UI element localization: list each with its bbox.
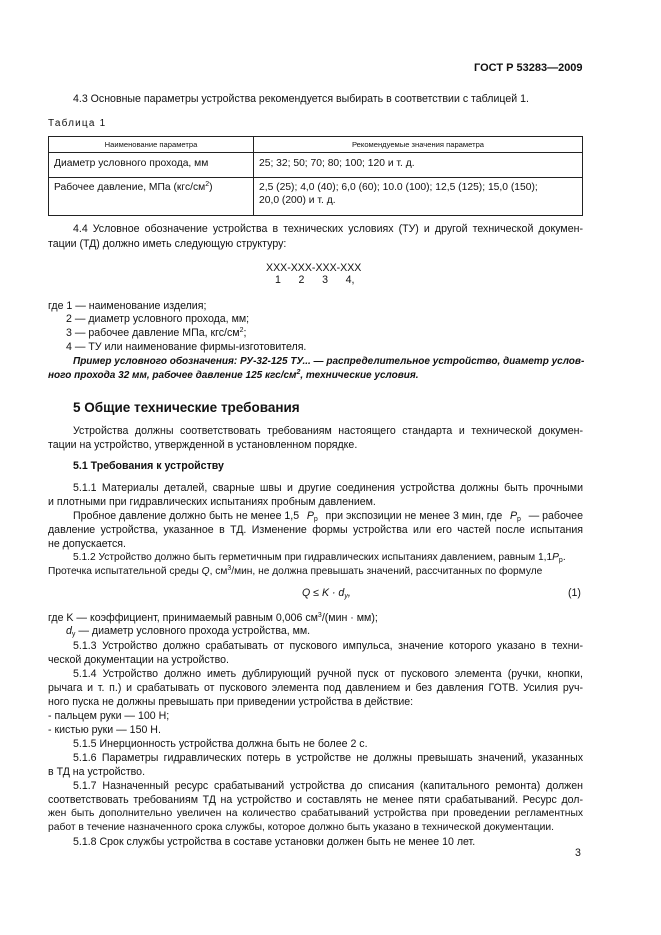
section-5-intro-line: тации на устройство, утвержденной в установленном порядке.	[48, 439, 358, 451]
table-cell-value-line: 20,0 (200) и т. д.	[259, 195, 336, 206]
subscript: р	[558, 557, 563, 564]
example-line	[48, 369, 583, 383]
text: при экспозиции не менее 3 мин, где	[325, 510, 503, 522]
superscript: 2	[205, 181, 210, 188]
paragraph-4-4-line: 4.4 Условное обозначение устройства в технических условиях (ТУ) и другой технической докумен-	[73, 223, 583, 235]
example-text: , технические условия.	[300, 370, 419, 381]
symbol: d	[66, 625, 72, 637]
formula-where-d	[66, 625, 310, 637]
legend-line: 2 — диаметр условного прохода, мм;	[66, 313, 250, 325]
table-header-cell: Наименование параметра	[49, 137, 254, 153]
cell-text: Рабочее давление, МПа (кгс/см	[54, 182, 206, 193]
legend-text: 3 — рабочее давление МПа, кгс/см	[66, 327, 240, 339]
paragraph-5-1-8: 5.1.8 Срок службы устройства в составе установки должен быть не менее 10 лет.	[73, 836, 476, 848]
formula-text: ,	[347, 587, 351, 599]
text: /(мин · мм);	[321, 612, 378, 624]
superscript: 2	[296, 369, 301, 376]
text: Пробное давление должно быть не менее 1,5	[73, 510, 300, 522]
structure-code: XXX-XXX-XXX-XXX	[266, 262, 362, 274]
formula-number: (1)	[568, 587, 581, 599]
paragraph-5-1-1-line: 5.1.1 Материалы деталей, сварные швы и другие соединения устройства должны быть прочными	[73, 482, 583, 494]
paragraph-5-1-6-line: в ТД на устройство.	[48, 766, 146, 778]
table-row	[49, 153, 583, 178]
text	[307, 509, 318, 523]
paragraph-5-1-3-line: ческой документации на устройство.	[48, 654, 229, 666]
paragraph-5-1-4-line: ного пуска не должны превышать при приведении устройства в действие:	[48, 696, 414, 708]
superscript: 3	[227, 565, 232, 572]
table-header-cell: Рекомендуемые значения параметра	[254, 137, 583, 153]
superscript: 3	[317, 612, 322, 619]
text: — диаметр условного прохода устройства, мм.	[75, 625, 311, 637]
paragraph-5-1-3-line: 5.1.3 Устройство должно срабатывать от пускового импульса, значение которого указано в техни-	[73, 640, 583, 652]
text: /мин, не должна превышать значений, рассчитанных по формуле	[231, 566, 543, 577]
symbol: Q	[201, 566, 210, 577]
structure-numbers: 1 2 3 4,	[275, 274, 355, 286]
parameters-table	[48, 136, 583, 216]
paragraph-5-1-5: 5.1.5 Инерционность устройства должна быть не более 2 с.	[73, 738, 368, 750]
text	[510, 509, 521, 523]
example-text: ного прохода 32 мм, рабочее давление 125 кгс/см	[48, 370, 297, 381]
paragraph-5-1-4-line: рычага и т. п.) и срабатывать от пускового элемента под давлением и без давления ГОТВ. Усилия руч-	[48, 682, 583, 694]
text: , см	[209, 566, 228, 577]
paragraph-5-1-1-line: и плотными при гидравлических испытаниях пробным давлением.	[48, 496, 376, 508]
standard-header: ГОСТ Р 53283—2009	[474, 62, 583, 74]
symbol: P	[552, 552, 559, 563]
subscript: у	[344, 593, 348, 600]
table-cell-value-line: 25; 32; 50; 70; 80; 100; 120 и т. д.	[259, 158, 415, 169]
paragraph-5-1-7-line: 5.1.7 Назначенный ресурс срабатываний устройства до списания (капитального ремонта) должен	[73, 780, 583, 792]
table-cell-value-line: 2,5 (25); 4,0 (40); 6,0 (60); 10.0 (100); 12,5 (125); 15,0 (150);	[259, 182, 538, 193]
subscript: р	[313, 516, 318, 523]
test-pressure-line: не допускается.	[48, 538, 126, 550]
paragraph-5-1-7-line: работ в течение назначенного срока службы, которое должно быть указано в технической документации.	[48, 822, 555, 833]
text: Протечка испытательной среды	[48, 566, 199, 577]
paragraph-5-1-4-line: 5.1.4 Устройство должно иметь дублирующий ручной пуск от пускового элемента (ручки, кнопки,	[73, 668, 583, 680]
example-line: Пример условного обозначения: РУ-32-125 ТУ... — распределительное устройство, диаметр услов-	[73, 356, 585, 367]
paragraph-5-1-6-line: 5.1.6 Параметры гидравлических потерь в устройстве не должны превышать значений, указанных	[73, 752, 583, 764]
paragraph-4-3: 4.3 Основные параметры устройства рекомендуется выбирать в соответствии с таблицей 1.	[73, 93, 529, 105]
subscript: у	[71, 631, 76, 638]
text: 5.1.2 Устройство должно быть герметичным при гидравлических испытаниях давлением, равным 1,1	[73, 552, 553, 563]
test-pressure-line: давление устройства, указанное в ТД. Изменение формы устройства или его частей после испытания	[48, 524, 583, 536]
text: .	[562, 552, 566, 563]
table-cell-value	[254, 178, 583, 216]
section-5-title: 5 Общие технические требования	[73, 400, 300, 415]
formula-where-k	[48, 611, 583, 625]
page-number: 3	[575, 847, 581, 859]
subscript: р	[517, 516, 521, 523]
paragraph-5-1-7-line: соответствовать требованиям ТД на устройство и составлять не менее пяти срабатываний. Ресурс дол-	[48, 794, 583, 806]
cell-text: )	[209, 182, 213, 193]
legend-text: ;	[243, 327, 247, 339]
table-header-row	[49, 137, 583, 153]
formula	[302, 587, 351, 599]
subsection-5-1-title: 5.1 Требования к устройству	[73, 460, 224, 472]
table-cell-name: Диаметр условного прохода, мм	[49, 153, 254, 178]
paragraph-5-1-2-line	[73, 551, 583, 565]
bullet-item: - кистью руки — 150 Н.	[48, 724, 161, 736]
paragraph-5-1-2-line	[48, 565, 583, 579]
paragraph-4-4-line: тации (ТД) должно иметь следующую структуру:	[48, 238, 287, 250]
legend-line: 4 — ТУ или наименование фирмы-изготовителя.	[66, 341, 307, 353]
symbol: P	[306, 510, 314, 522]
legend-line	[66, 327, 246, 339]
superscript: 2	[239, 327, 244, 334]
legend-line: где 1 — наименование изделия;	[48, 300, 207, 312]
paragraph-5-1-7-line: жен быть дополнительно увеличен на количество срабатываний устройства при проведении регламентных	[48, 808, 583, 819]
table-caption: Таблица 1	[48, 118, 107, 129]
section-5-intro-line: Устройства должны соответствовать требованиям настоящего стандарта и технической докумен-	[73, 425, 583, 437]
table-cell-name	[49, 178, 254, 216]
symbol: P	[509, 510, 518, 522]
test-pressure-line	[73, 509, 583, 523]
formula-text: Q ≤ K · d	[302, 587, 345, 599]
table-cell-value	[254, 153, 583, 178]
bullet-item: - пальцем руки — 100 Н;	[48, 710, 170, 722]
text: — рабочее	[528, 510, 583, 522]
text: где K — коэффициент, принимаемый равным 0,006 см	[48, 612, 318, 624]
table-row	[49, 178, 583, 216]
